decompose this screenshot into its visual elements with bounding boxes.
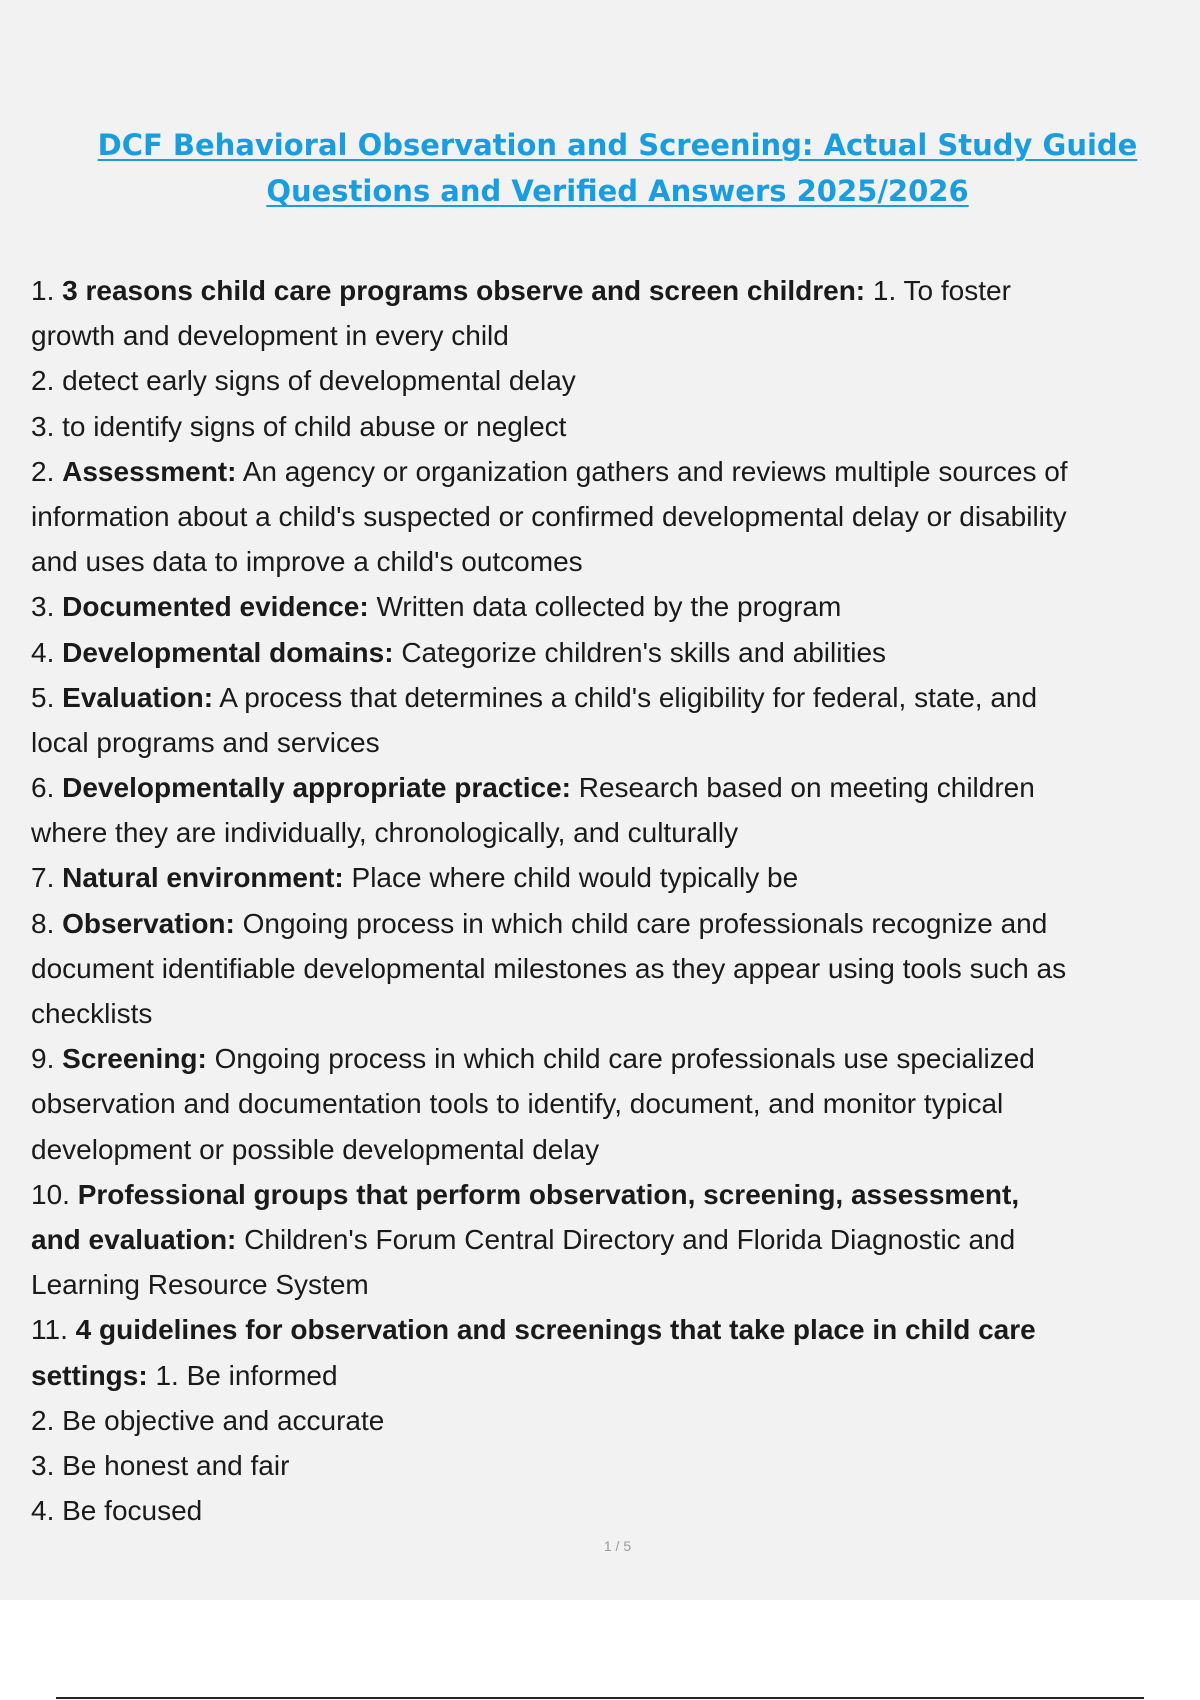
list-item-continued: observation and documentation tools to identify, document, and monitor typical [31,1088,1004,1120]
list-item-continued: Learning Resource System [31,1269,369,1301]
list-item: 6. Developmentally appropriate practice: Research based on meeting children [31,772,1035,804]
list-item-continued: development or possible developmental delay [31,1133,600,1165]
term: Observation: [62,907,235,939]
list-item: 4. Developmental domains: Categorize children's skills and abilities [31,636,887,668]
list-item: 11. 4 guidelines for observation and screenings that take place in child care [31,1314,1036,1346]
term: Screening: [62,1043,207,1075]
list-item-continued: 2. detect early signs of developmental delay [31,365,576,397]
list-item-continued: document identifiable developmental milestones as they appear using tools such as [31,952,1067,984]
next-page-divider [56,1697,1144,1699]
term: Developmentally appropriate practice: [62,772,571,804]
list-item: 8. Observation: Ongoing process in which child care professionals recognize and [31,907,1048,939]
term: Evaluation: [62,681,214,713]
term: Developmental domains: [62,636,394,668]
list-item-continued: 3. Be honest and fair [31,1449,290,1481]
list-item-continued: growth and development in every child [31,320,509,352]
list-item-continued: settings: 1. Be informed [31,1359,338,1391]
list-item-continued: information about a child's suspected or confirmed developmental delay or disability [31,500,1067,532]
term: Natural environment: [62,862,344,894]
list-item: 2. Assessment: An agency or organization gathers and reviews multiple sources of [31,455,1068,487]
term: Documented evidence: [62,591,369,623]
title-line-2: Questions and Verified Answers 2025/2026 [266,174,969,208]
term: 4 guidelines for observation and screenings that take place in child care [75,1314,1036,1346]
list-item-continued: and evaluation: Children's Forum Central Directory and Florida Diagnostic and [31,1223,1016,1255]
term: and evaluation: [31,1223,237,1255]
term: Professional groups that perform observation, screening, assessment, [77,1178,1020,1210]
term: settings: [31,1359,148,1391]
list-item-continued: where they are individually, chronologically, and culturally [31,817,739,849]
list-item: 3. Documented evidence: Written data collected by the program [31,591,842,623]
list-item-continued: 4. Be focused [31,1495,203,1527]
list-item: 9. Screening: Ongoing process in which child care professionals use specialized [31,1043,1035,1075]
list-item-continued: and uses data to improve a child's outcomes [31,546,583,578]
document-title [40,122,1195,214]
list-item: 1. 3 reasons child care programs observe and screen children: 1. To foster [31,275,1011,306]
list-item-continued: local programs and services [31,726,380,758]
list-item-continued: checklists [31,998,153,1029]
title-line-1: DCF Behavioral Observation and Screening: Actual Study Guide [97,128,1138,162]
page-number: 1 / 5 [603,1538,632,1554]
list-item-continued: 2. Be objective and accurate [31,1404,385,1436]
list-item: 10. Professional groups that perform observation, screening, assessment, [31,1178,1020,1210]
list-item: 5. Evaluation: A process that determines a child's eligibility for federal, state, and [31,681,1038,713]
list-item: 7. Natural environment: Place where child would typically be [31,862,799,894]
term: 3 reasons child care programs observe and screen children: [62,275,866,306]
study-guide-list [31,268,1200,1533]
list-item-continued: 3. to identify signs of child abuse or neglect [31,410,567,442]
term: Assessment: [62,455,237,487]
